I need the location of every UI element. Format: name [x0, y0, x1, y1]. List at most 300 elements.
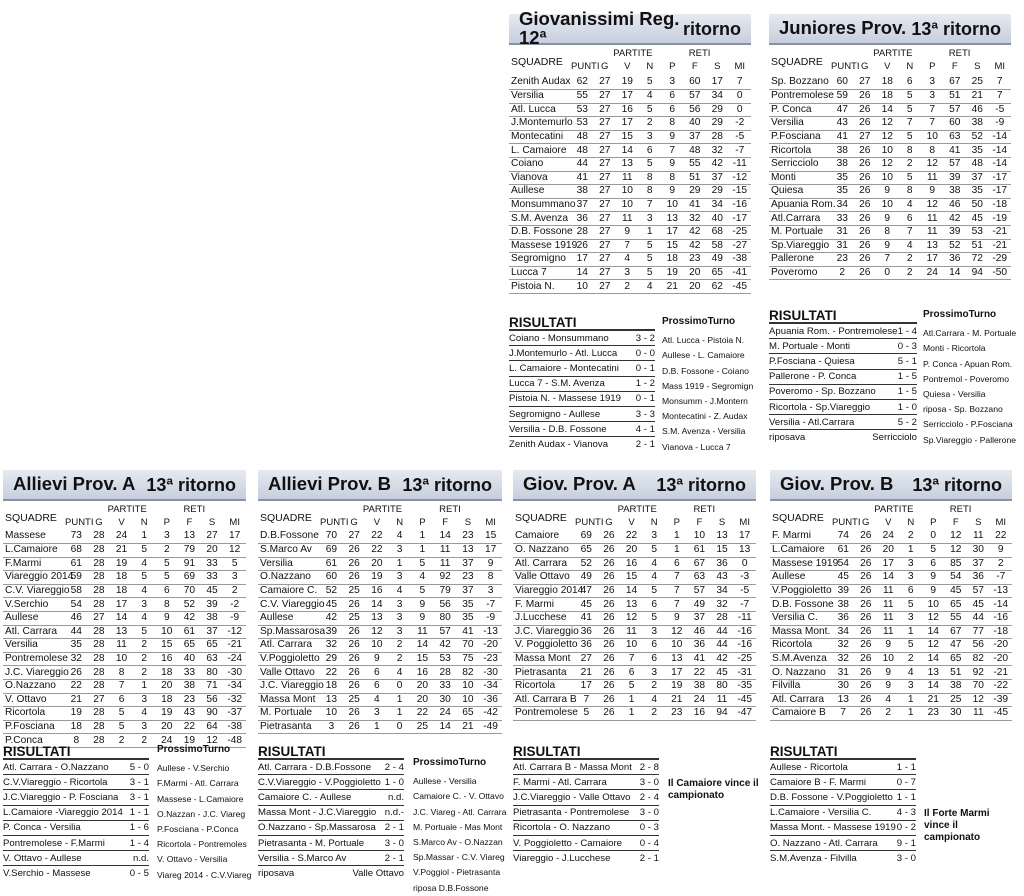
stat-cell: 21 [922, 693, 945, 707]
stat-cell: 11 [616, 212, 639, 226]
column-header: N [396, 517, 404, 528]
stat-cell: -21 [990, 666, 1013, 680]
stat-cell: 6 [899, 212, 922, 226]
team-name: S.Marco Av [258, 544, 320, 558]
stat-cell: 7 [661, 144, 684, 158]
column-header: S [975, 517, 982, 528]
stat-cell: 19 [110, 557, 133, 571]
stat-cell: 52 [320, 584, 343, 598]
stat-cell: 27 [854, 130, 877, 144]
match: C.V.Viareggio - Ricortola [3, 776, 108, 788]
column-header: F [696, 517, 703, 528]
team-name: Aullese [509, 185, 571, 199]
match: Versilia - D.B. Fossone [509, 423, 607, 435]
result-row [513, 760, 659, 775]
table-row [770, 612, 1012, 626]
stat-cell: 42 [434, 639, 457, 653]
stat-cell: 9 [922, 584, 945, 598]
stat-cell: 7 [666, 584, 689, 598]
stat-cell: 75 [457, 652, 480, 666]
stat-cell: 22 [990, 530, 1013, 544]
stat-cell: -18 [989, 198, 1012, 212]
next-match: S.Marco Av - O.Nazzan [413, 837, 503, 848]
stat-cell: 12 [876, 130, 899, 144]
stat-cell: 72 [966, 253, 989, 267]
next-match: Viareg 2014 - C.V.Viareg [157, 869, 252, 880]
stat-cell: 23 [831, 253, 854, 267]
stat-cell: -14 [989, 130, 1012, 144]
stat-cell: 60 [831, 76, 854, 90]
stat-cell: 20 [620, 544, 643, 558]
match: Pietrasanta - Pontremolese [513, 807, 630, 819]
score: 3 - 1 [129, 776, 149, 788]
stat-cell: 10 [688, 530, 711, 544]
stat-cell: 6 [643, 598, 666, 612]
result-row [509, 361, 655, 376]
team-name: P.Fosciana [769, 130, 831, 144]
table-row [3, 666, 246, 680]
standings-panel [3, 470, 246, 748]
stat-cell: 20 [156, 720, 179, 734]
stat-cell: -14 [990, 598, 1013, 612]
stat-cell: 17 [575, 680, 598, 694]
stat-cell: 3 [900, 612, 923, 626]
stat-cell: 49 [706, 253, 729, 267]
score: 1 - 0 [897, 401, 917, 413]
partite-header: PARTITE [874, 504, 914, 515]
stat-cell: 5 [899, 103, 922, 117]
match: Pistoia N. - Massese 1919 [509, 393, 621, 405]
score: 1 - 4 [129, 837, 149, 849]
partite-header: PARTITE [873, 48, 913, 59]
team-name: Lucca 7 [509, 266, 571, 280]
stat-cell: 70 [178, 584, 201, 598]
stat-cell: 26 [855, 625, 878, 639]
stat-cell: 7 [989, 90, 1012, 104]
score: 1 - 1 [129, 807, 149, 819]
stat-cell: 5 [223, 557, 246, 571]
score: 2 - 8 [639, 761, 659, 773]
score: 1 - 4 [897, 325, 917, 337]
squadre-header: SQUADRE [772, 512, 824, 524]
column-header: S [464, 517, 472, 528]
stat-cell: 13 [832, 693, 855, 707]
table-row [769, 253, 1011, 267]
stat-cell: 5 [133, 571, 156, 585]
column-header: G [862, 517, 870, 528]
stat-cell: 26 [598, 544, 621, 558]
stat-cell: 26 [343, 598, 366, 612]
partite-header: PARTITE [107, 504, 147, 515]
stat-cell: 5 [643, 544, 666, 558]
stat-cell: 26 [343, 707, 366, 721]
stat-cell: 37 [201, 625, 224, 639]
stat-cell: 22 [366, 530, 389, 544]
stat-cell: 6 [639, 144, 662, 158]
stat-cell: 33 [831, 212, 854, 226]
table-row [769, 185, 1011, 199]
result-row [258, 851, 404, 866]
team-name: L.Camaiore [770, 544, 832, 558]
team-name: Sp.Massarosa [260, 625, 326, 637]
match: L.Camaiore -Viareggio 2014 [3, 807, 123, 819]
table-row [3, 612, 246, 626]
stat-cell: 26 [598, 557, 621, 571]
stat-cell: 32 [832, 639, 855, 653]
next-match: Vianova - Lucca 7 [662, 441, 731, 452]
stat-cell: 27 [343, 530, 366, 544]
stat-cell: 36 [575, 625, 598, 639]
stat-cell: 34 [706, 90, 729, 104]
stat-cell: 94 [711, 707, 734, 721]
stat-cell: 28 [88, 720, 111, 734]
stat-cell: 11 [967, 530, 990, 544]
stat-cell: 71 [201, 680, 224, 694]
stat-cell: 36 [575, 639, 598, 653]
stat-cell: 38 [688, 680, 711, 694]
stat-cell: 28 [88, 598, 111, 612]
stat-cell: 6 [643, 639, 666, 653]
stat-cell: 29 [684, 185, 707, 199]
table-header [3, 501, 246, 530]
team-name: Ricortola [769, 144, 831, 158]
stat-cell: 48 [571, 130, 594, 144]
result-row [770, 760, 916, 775]
team-name: J.C. Viareggio [515, 625, 579, 637]
stat-cell: 11 [877, 598, 900, 612]
stat-cell: 44 [711, 625, 734, 639]
stat-cell: -18 [990, 625, 1013, 639]
stat-cell: 17 [921, 253, 944, 267]
next-match: Sp.Massar - C.V. Viareg [413, 852, 505, 863]
stat-cell: 18 [661, 253, 684, 267]
stat-cell: 53 [571, 103, 594, 117]
team-name: O.Nazzano [258, 571, 320, 585]
stat-cell: 2 [156, 544, 179, 558]
stat-cell: 28 [88, 544, 111, 558]
stat-cell: 24 [110, 530, 133, 544]
stat-cell: 2 [899, 266, 922, 280]
stat-cell: 5 [411, 584, 434, 598]
stat-cell: 26 [855, 612, 878, 626]
standings-table [769, 76, 1011, 280]
column-header: PUNTI [65, 517, 94, 528]
table-row [3, 720, 246, 734]
stat-cell: 40 [178, 652, 201, 666]
stat-cell: 70 [457, 639, 480, 653]
stat-cell: 52 [178, 598, 201, 612]
stat-cell: 22 [366, 544, 389, 558]
stat-cell: 26 [598, 693, 621, 707]
stat-cell: 69 [178, 571, 201, 585]
team-name: Vianova [509, 171, 571, 185]
stat-cell: 11 [711, 693, 734, 707]
table-row [770, 584, 1012, 598]
stat-cell: 14 [620, 584, 643, 598]
stat-cell: 79 [178, 544, 201, 558]
partite-header: PARTITE [613, 48, 653, 59]
stat-cell: 0 [388, 680, 411, 694]
result-row [513, 775, 659, 790]
result-row [769, 385, 917, 400]
team-name: Serricciolo [769, 158, 831, 172]
stat-cell: 47 [831, 103, 854, 117]
stat-cell: -22 [990, 680, 1013, 694]
stat-cell: 2 [388, 639, 411, 653]
team-name: Atl. Carrara [3, 625, 65, 639]
result-row [509, 346, 655, 361]
score: 1 - 2 [635, 378, 655, 390]
stat-cell: 39 [944, 226, 967, 240]
table-row [258, 707, 502, 721]
stat-cell: -5 [733, 584, 756, 598]
stat-cell: 12 [666, 625, 689, 639]
stat-cell: 20 [201, 544, 224, 558]
column-header: MI [739, 517, 750, 528]
stat-cell: 9 [616, 226, 639, 240]
stat-cell: 3 [388, 571, 411, 585]
team-name: O.Nazzano [3, 680, 65, 694]
stat-cell: 28 [88, 557, 111, 571]
team-name: Segromigno [509, 253, 571, 267]
score: 0 - 3 [897, 340, 917, 352]
stat-cell: 4 [900, 666, 923, 680]
stat-cell: 18 [65, 720, 88, 734]
score: 3 - 0 [639, 807, 659, 819]
match: P.Fosciana - Quiesa [769, 355, 855, 367]
stat-cell: 26 [598, 680, 621, 694]
column-header: N [646, 61, 654, 72]
stat-cell: 4 [133, 612, 156, 626]
stat-cell: 82 [457, 666, 480, 680]
team-name: Versilia C. [770, 612, 832, 626]
match: Aullese - Ricortola [770, 761, 848, 773]
stat-cell: 21 [666, 693, 689, 707]
stat-cell: 19 [616, 76, 639, 90]
stat-cell: 62 [571, 76, 594, 90]
team-name: P. Conca [769, 103, 831, 117]
team-name: J.Montemurlo [511, 117, 573, 129]
team-name: J.C. Viareggio [260, 680, 324, 692]
stat-cell: 12 [945, 530, 968, 544]
stat-cell: -20 [990, 652, 1013, 666]
stat-cell: 38 [966, 117, 989, 131]
match: riposava [769, 432, 806, 444]
stat-cell: 3 [133, 598, 156, 612]
next-match: P. Conca - Apuan Rom. [923, 358, 1013, 369]
match: Lucca 7 - S.M. Avenza [509, 378, 605, 390]
team-name: Valle Ottavo [513, 571, 575, 585]
team-name: Versilia [769, 117, 831, 131]
stat-cell: 48 [571, 144, 594, 158]
stat-cell: 26 [854, 266, 877, 280]
squadre-header: SQUADRE [515, 512, 567, 524]
team-name: Coiano [509, 158, 571, 172]
stat-cell: 52 [575, 557, 598, 571]
stat-cell: 6 [366, 680, 389, 694]
stat-cell: 21 [65, 693, 88, 707]
next-match: riposa D.B.Fossone [413, 882, 489, 893]
team-name: Massese 1919 [772, 557, 839, 569]
stat-cell: 38 [201, 612, 224, 626]
stat-cell: 34 [832, 625, 855, 639]
column-header: S [208, 517, 216, 528]
stat-cell: 27 [594, 144, 617, 158]
stat-cell: 41 [944, 144, 967, 158]
stat-cell: 3 [616, 266, 639, 280]
stat-cell: 38 [945, 680, 968, 694]
team-name: Pistoia N. [509, 280, 571, 294]
stat-cell: 57 [684, 90, 707, 104]
next-match: J.C. Viareg - Atl. Carrara [413, 806, 507, 817]
column-header: V [628, 517, 635, 528]
result-row [769, 354, 917, 369]
stat-cell: 24 [156, 734, 179, 748]
team-name: Massese [3, 530, 65, 544]
stat-cell: -3 [733, 571, 756, 585]
next-round-title: ProssimoTurno [923, 309, 997, 320]
stat-cell: 26 [855, 693, 878, 707]
stat-cell: -13 [479, 625, 502, 639]
stat-cell: 27 [854, 76, 877, 90]
stat-cell: 61 [688, 544, 711, 558]
stat-cell: -25 [729, 226, 752, 240]
stat-cell: 21 [457, 720, 480, 734]
stat-cell: 5 [639, 76, 662, 90]
table-row [513, 571, 756, 585]
stat-cell: 14 [876, 103, 899, 117]
stat-cell: 77 [967, 625, 990, 639]
stat-cell: 28 [88, 584, 111, 598]
column-header: PUNTI [571, 61, 600, 72]
column-header: PUNTI [831, 61, 860, 72]
stat-cell: 26 [598, 571, 621, 585]
stat-cell: 12 [967, 693, 990, 707]
stat-cell: 17 [616, 90, 639, 104]
table-row [509, 185, 751, 199]
result-row [258, 760, 404, 775]
stat-cell: 10 [616, 198, 639, 212]
stat-cell: 1 [900, 693, 923, 707]
team-name: S.M. Avenza [509, 212, 571, 226]
score: 2 - 1 [384, 822, 404, 834]
score: 3 - 0 [896, 853, 916, 865]
stat-cell: 33 [178, 666, 201, 680]
stat-cell: 3 [366, 707, 389, 721]
stat-cell: 9 [156, 612, 179, 626]
stat-cell: -2 [223, 598, 246, 612]
table-row [769, 239, 1011, 253]
table-row [770, 544, 1012, 558]
stat-cell: 1 [133, 530, 156, 544]
stat-cell: 0 [729, 103, 752, 117]
stat-cell: 26 [854, 103, 877, 117]
stat-cell: 5 [922, 544, 945, 558]
stat-cell: -20 [990, 639, 1013, 653]
stat-cell: 42 [706, 158, 729, 172]
stat-cell: 2 [900, 652, 923, 666]
stat-cell: 19 [156, 707, 179, 721]
stat-cell: 26 [855, 530, 878, 544]
score: 0 - 1 [635, 393, 655, 405]
stat-cell: 17 [223, 530, 246, 544]
stat-cell: 92 [434, 571, 457, 585]
team-name: Zenith Audax [509, 76, 571, 90]
table-row [258, 680, 502, 694]
result-row [769, 430, 917, 445]
stat-cell: 12 [922, 639, 945, 653]
column-header: S [718, 517, 726, 528]
stat-cell: 41 [457, 625, 480, 639]
next-round-title: ProssimoTurno [413, 757, 487, 768]
stat-cell: 44 [571, 158, 594, 172]
match: Pallerone - P. Conca [769, 371, 857, 383]
stat-cell: 27 [594, 239, 617, 253]
stat-cell: 39 [201, 598, 224, 612]
squadre-header: SQUADRE [771, 56, 823, 68]
stat-cell: -41 [729, 266, 752, 280]
next-match: riposa - Sp. Bozzano [923, 404, 1003, 415]
stat-cell: 2 [643, 680, 666, 694]
team-name: O. Nazzano [513, 544, 575, 558]
stat-cell: 49 [688, 598, 711, 612]
panel-title: Giovanissimi Reg. 12ª [519, 8, 680, 48]
stat-cell: 27 [594, 280, 617, 294]
stat-cell: 16 [366, 584, 389, 598]
stat-cell: 26 [343, 625, 366, 639]
stat-cell: 26 [343, 571, 366, 585]
stat-cell: 13 [711, 530, 734, 544]
table-row [3, 571, 246, 585]
stat-cell: 46 [688, 625, 711, 639]
stat-cell: 26 [598, 666, 621, 680]
table-row [509, 103, 751, 117]
stat-cell: 42 [684, 226, 707, 240]
column-header: F [442, 517, 449, 528]
stat-cell: 28 [88, 666, 111, 680]
table-row [513, 557, 756, 571]
stat-cell: 26 [854, 90, 877, 104]
stat-cell: 15 [411, 652, 434, 666]
stat-cell: -16 [733, 639, 756, 653]
stat-cell: 7 [729, 76, 752, 90]
table-row [770, 530, 1012, 544]
team-name: P.Fosciana [3, 720, 65, 734]
stat-cell: 34 [711, 584, 734, 598]
column-header: P [929, 61, 936, 72]
match: V.Serchio - Massese [3, 868, 91, 880]
stat-cell: 27 [201, 530, 224, 544]
stat-cell: 26 [854, 253, 877, 267]
stat-cell: 42 [178, 612, 201, 626]
match: Ricortola - O. Nazzano [513, 822, 611, 834]
table-row [3, 584, 246, 598]
stat-cell: 5 [639, 266, 662, 280]
stat-cell: 68 [706, 226, 729, 240]
standings-table [3, 530, 246, 748]
stat-cell: 26 [855, 598, 878, 612]
team-name: S.M.Avenza [770, 652, 832, 666]
column-header: F [951, 61, 958, 72]
stat-cell: 14 [944, 266, 967, 280]
stat-cell: 8 [479, 571, 502, 585]
table-row [509, 212, 751, 226]
stat-cell: 22 [620, 530, 643, 544]
stat-cell: 17 [571, 253, 594, 267]
stat-cell: 30 [434, 693, 457, 707]
stat-cell: 69 [320, 544, 343, 558]
stat-cell: 14 [571, 266, 594, 280]
